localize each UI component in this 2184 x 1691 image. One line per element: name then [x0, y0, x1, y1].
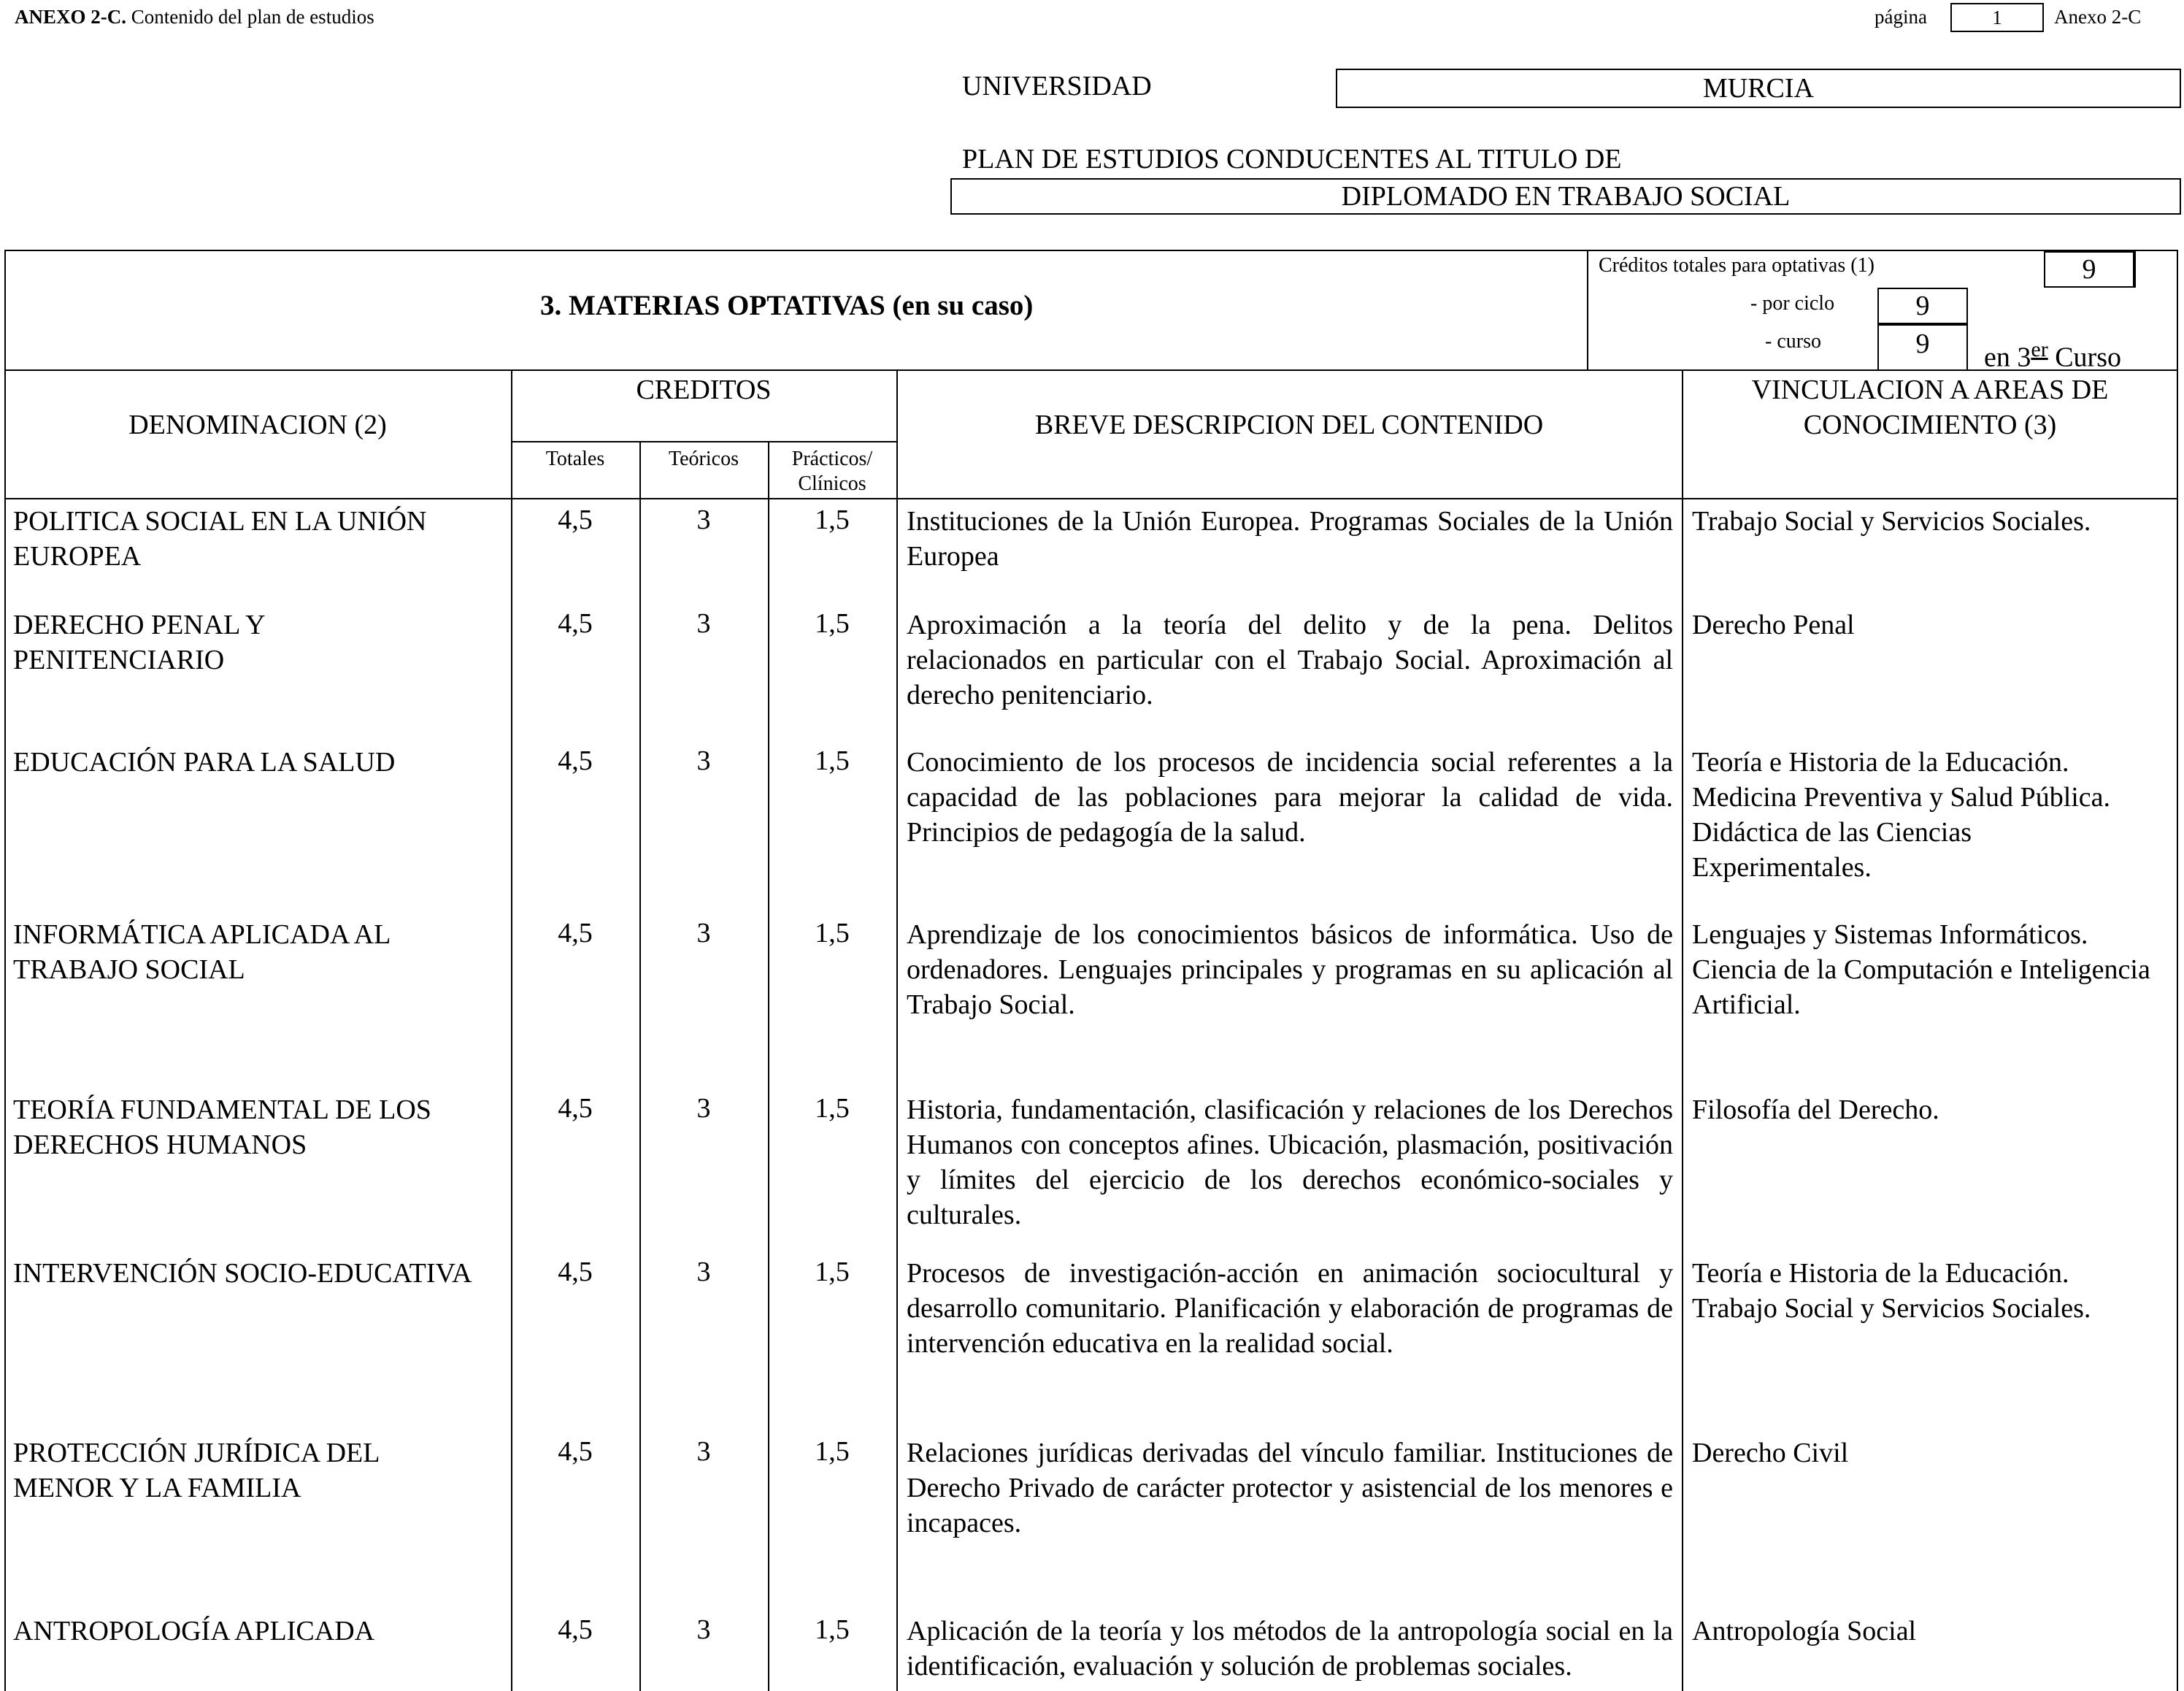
- credits-teoricos: 3: [696, 1093, 711, 1124]
- credits-practicos: 1,5: [815, 918, 850, 948]
- annex-right: Anexo 2-C: [2054, 6, 2142, 28]
- subject-name: [13, 745, 507, 780]
- subject-description: Instituciones de la Unión Europea. Programas Sociales de la Unión Europea: [907, 506, 1673, 572]
- col-header-practicos-1: Prácticos/: [791, 448, 873, 470]
- course-box: [1877, 324, 1968, 371]
- subject-name-line: DERECHOS HUMANOS: [13, 1130, 307, 1160]
- annex-title-rest: Contenido del plan de estudios: [126, 6, 374, 28]
- course-suffix-sup: er: [2031, 337, 2048, 361]
- subject-name-line: INFORMÁTICA APLICADA AL: [13, 919, 391, 950]
- col-header-teoricos: Teóricos: [668, 448, 739, 470]
- knowledge-area-line: Artificial.: [1692, 989, 1801, 1020]
- subject-name-line: DERECHO PENAL Y: [13, 610, 266, 640]
- knowledge-area-line: Didáctica de las Ciencias: [1692, 817, 1972, 848]
- credits-teoricos: 3: [696, 505, 711, 535]
- knowledge-area-line: Derecho Civil: [1692, 1438, 1849, 1468]
- subject-name-line: POLITICA SOCIAL EN LA UNIÓN: [13, 506, 427, 537]
- credits-practicos: 1,5: [815, 505, 850, 535]
- divider: [1587, 250, 1588, 371]
- subject-description: Procesos de investigación-acción en animación sociocultural y desarrollo comunitario. Planificación y elaboración de programas de intervención educativa en la realidad social.: [907, 1258, 1673, 1359]
- col-header-practicos-2: Clínicos: [798, 472, 866, 495]
- knowledge-areas: [1692, 1614, 2175, 1649]
- knowledge-area-line: Medicina Preventiva y Salud Pública.: [1692, 782, 2111, 813]
- subject-name: [13, 1092, 507, 1162]
- subject-name: [13, 607, 507, 678]
- subject-description: Relaciones jurídicas derivadas del vínculo familiar. Instituciones de Derecho Privado de carácter protector y asistencial de los menores e incapaces.: [907, 1438, 1673, 1538]
- knowledge-areas: [1692, 745, 2175, 885]
- subject-name-line: PENITENCIARIO: [13, 645, 225, 675]
- plan-label: PLAN DE ESTUDIOS CONDUCENTES AL TITULO DE: [962, 144, 1622, 175]
- credits-totales: 4,5: [558, 1614, 593, 1645]
- subject-name: [13, 504, 507, 574]
- subject-name-line: EDUCACIÓN PARA LA SALUD: [13, 747, 396, 778]
- credits-total-value: 9: [2082, 254, 2096, 285]
- page-number-box: [1950, 3, 2044, 32]
- knowledge-area-line: Ciencia de la Computación e Inteligencia: [1692, 954, 2150, 985]
- knowledge-area-line: Derecho Penal: [1692, 610, 1855, 640]
- plan-box: [950, 178, 2181, 215]
- credits-teoricos: 3: [696, 1436, 711, 1467]
- col-divider: [896, 369, 898, 1691]
- credits-teoricos: 3: [696, 1257, 711, 1287]
- section-title-text: 3. MATERIAS OPTATIVAS (en su caso): [540, 290, 1034, 321]
- col-header-name: DENOMINACION (2): [128, 410, 387, 440]
- credits-practicos: 1,5: [815, 1257, 850, 1287]
- per-cycle-value: 9: [1915, 291, 1930, 321]
- subject-name: [13, 1614, 507, 1649]
- knowledge-area-line: Teoría e Historia de la Educación.: [1692, 1258, 2069, 1289]
- section-title: [540, 289, 1033, 322]
- course-suffix-post: Curso: [2048, 342, 2121, 373]
- annex-title-bold: ANEXO 2-C.: [15, 6, 126, 28]
- course-suffix: [1984, 337, 2121, 374]
- subject-name-line: ANTROPOLOGÍA APLICADA: [13, 1616, 375, 1646]
- course-value: 9: [1915, 329, 1930, 359]
- col-divider: [1682, 369, 1683, 1691]
- annex-title: [15, 6, 374, 28]
- credits-totales: 4,5: [558, 1257, 593, 1287]
- credits-practicos: 1,5: [815, 1436, 850, 1467]
- knowledge-areas: [1692, 1256, 2175, 1326]
- col-divider: [511, 369, 512, 1691]
- subject-name-line: INTERVENCIÓN SOCIO-EDUCATIVA: [13, 1258, 472, 1289]
- credits-teoricos: 3: [696, 1614, 711, 1645]
- knowledge-area-line: Filosofía del Derecho.: [1692, 1094, 1939, 1125]
- credits-totales: 4,5: [558, 1436, 593, 1467]
- credits-practicos: 1,5: [815, 608, 850, 639]
- col-header-areas-2: CONOCIMIENTO (3): [1803, 410, 2057, 440]
- col-header-areas-1: VINCULACION A AREAS DE: [1751, 375, 2109, 405]
- per-cycle-box: [1877, 288, 1968, 324]
- credits-totales: 4,5: [558, 918, 593, 948]
- page-label: página: [1875, 6, 1927, 28]
- subject-name-line: EUROPEA: [13, 541, 142, 572]
- credits-teoricos: 3: [696, 918, 711, 948]
- subject-description: Aproximación a la teoría del delito y de la pena. Delitos relacionados en particular con el Trabajo Social. Aproximación al derecho penitenciario.: [907, 610, 1673, 710]
- credits-teoricos: 3: [696, 608, 711, 639]
- credits-practicos: 1,5: [815, 745, 850, 776]
- knowledge-areas: [1692, 917, 2175, 1022]
- university-value: MURCIA: [1702, 73, 1815, 104]
- subject-name-line: TRABAJO SOCIAL: [13, 954, 245, 985]
- subject-name-line: PROTECCIÓN JURÍDICA DEL: [13, 1438, 380, 1468]
- subject-description: Conocimiento de los procesos de incidencia social referentes a la capacidad de las poblaciones para mejorar la calidad de vida. Principios de pedagogía de la salud.: [907, 747, 1673, 848]
- knowledge-area-line: Trabajo Social y Servicios Sociales.: [1692, 506, 2091, 537]
- subject-name: [13, 1256, 507, 1291]
- subject-description: Aprendizaje de los conocimientos básicos de informática. Uso de ordenadores. Lenguajes principales y programas en su aplicación al Trabajo Social.: [907, 919, 1673, 1020]
- university-box: [1336, 69, 2181, 108]
- rule: [511, 441, 896, 442]
- page-number: 1: [1992, 7, 2002, 28]
- course-suffix-pre: en 3: [1984, 342, 2031, 373]
- credits-practicos: 1,5: [815, 1614, 850, 1645]
- knowledge-area-line: Antropología Social: [1692, 1616, 1917, 1646]
- per-cycle-label: - por ciclo: [1750, 292, 1835, 315]
- credits-totales: 4,5: [558, 745, 593, 776]
- knowledge-area-line: Experimentales.: [1692, 852, 1872, 883]
- rule: [4, 498, 2178, 499]
- col-header-practicos: [768, 447, 896, 496]
- col-header-credits: CREDITOS: [636, 375, 772, 405]
- knowledge-areas: [1692, 1435, 2175, 1470]
- credits-teoricos: 3: [696, 745, 711, 776]
- credits-totales: 4,5: [558, 608, 593, 639]
- divider: [2134, 250, 2136, 288]
- subject-name-line: TEORÍA FUNDAMENTAL DE LOS: [13, 1094, 431, 1125]
- subject-name: [13, 1435, 507, 1506]
- credits-practicos: 1,5: [815, 1093, 850, 1124]
- credits-total-box: [2044, 251, 2134, 288]
- knowledge-area-line: Lenguajes y Sistemas Informáticos.: [1692, 919, 2088, 950]
- knowledge-areas: [1692, 504, 2175, 539]
- subject-name-line: MENOR Y LA FAMILIA: [13, 1473, 301, 1503]
- university-label: UNIVERSIDAD: [962, 71, 1152, 101]
- col-header-areas: [1682, 372, 2178, 442]
- credits-totales: 4,5: [558, 1093, 593, 1124]
- knowledge-area-line: Teoría e Historia de la Educación.: [1692, 747, 2069, 778]
- col-header-description: BREVE DESCRIPCION DEL CONTENIDO: [1034, 410, 1544, 440]
- credits-total-label: Créditos totales para optativas (1): [1599, 254, 1875, 277]
- knowledge-areas: [1692, 1092, 2175, 1127]
- credits-totales: 4,5: [558, 505, 593, 535]
- knowledge-areas: [1692, 607, 2175, 643]
- course-label: - curso: [1765, 330, 1821, 353]
- rule: [4, 369, 2178, 371]
- col-header-totales: Totales: [545, 448, 605, 470]
- plan-value: DIPLOMADO EN TRABAJO SOCIAL: [1341, 181, 1791, 212]
- subject-name: [13, 917, 507, 987]
- subject-description: Aplicación de la teoría y los métodos de la antropología social en la identificación, evaluación y solución de problemas sociales.: [907, 1616, 1673, 1682]
- subject-description: Historia, fundamentación, clasificación y relaciones de los Derechos Humanos con conceptos afines. Ubicación, plasmación, positivación y límites del ejercicio de los derechos económico-sociales y culturales.: [907, 1094, 1673, 1230]
- knowledge-area-line: Trabajo Social y Servicios Sociales.: [1692, 1293, 2091, 1324]
